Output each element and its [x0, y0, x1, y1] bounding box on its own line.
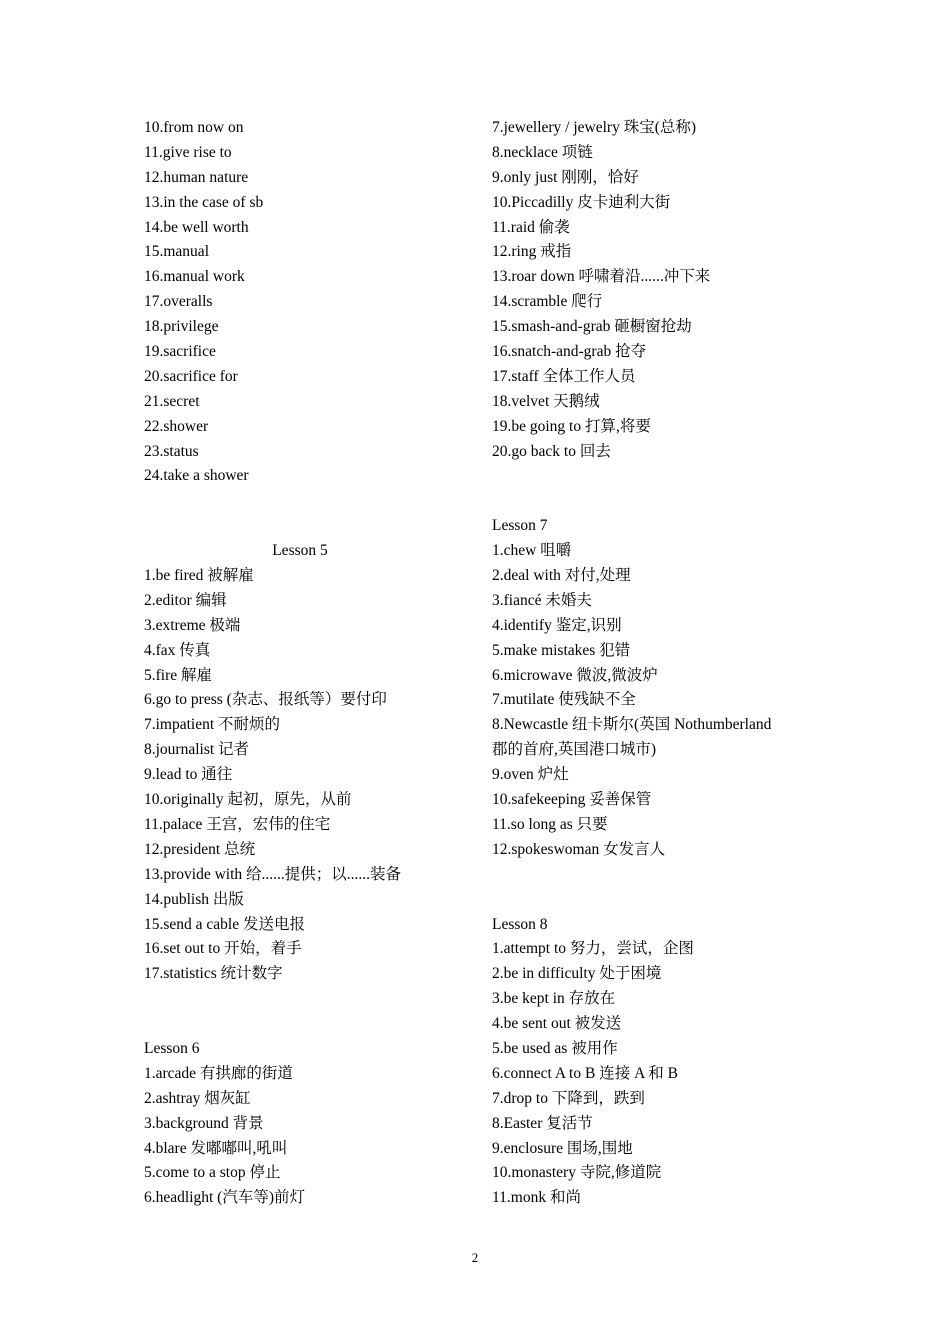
vocab-entry: 5.make mistakes 犯错	[492, 641, 631, 659]
vocab-entry: 13.provide with 给......提供；以......装备	[144, 865, 402, 883]
blank-line	[492, 464, 822, 489]
vocab-entry: 11.monk 和尚	[492, 1189, 581, 1207]
vocab-entry: 11.so long as 只要	[492, 815, 608, 833]
vocab-entry: 8.necklace 项链	[492, 143, 593, 161]
vocab-entry: 4.be sent out 被发送	[492, 1015, 622, 1033]
vocab-entry: 17.statistics 统计数字	[144, 965, 283, 983]
left-column	[144, 116, 444, 1211]
vocab-entry: 12.spokeswoman 女发言人	[492, 840, 666, 858]
lesson-heading: Lesson 7	[492, 517, 548, 535]
vocab-entry: 3.background 背景	[144, 1114, 264, 1132]
vocab-entry: 16.set out to 开始，着手	[144, 940, 302, 958]
vocab-entry: 1.attempt to 努力，尝试，企图	[492, 940, 694, 958]
vocab-entry: 15.manual	[144, 243, 209, 261]
vocab-entry: 2.deal with 对付,处理	[492, 567, 631, 585]
vocab-entry: 郡的首府,英国港口城市)	[492, 741, 657, 759]
vocab-entry: 6.microwave 微波,微波炉	[492, 666, 658, 684]
vocab-entry: 17.overalls	[144, 293, 213, 311]
vocab-entry: 2.be in difficulty 处于困境	[492, 965, 662, 983]
vocab-entry: 3.fiancé 未婚夫	[492, 591, 592, 609]
vocab-entry: 1.be fired 被解雇	[144, 567, 254, 585]
vocab-entry: 6.go to press (杂志、报纸等）要付印	[144, 691, 387, 709]
lesson-heading: Lesson 8	[492, 915, 548, 933]
vocab-entry: 19.be going to 打算,将要	[492, 417, 651, 435]
vocab-entry: 1.arcade 有拱廊的街道	[144, 1064, 293, 1082]
vocab-entry: 20.sacrifice for	[144, 367, 238, 385]
vocab-entry: 12.ring 戒指	[492, 243, 572, 261]
vocab-entry: 13.roar down 呼啸着沿......冲下来	[492, 268, 711, 286]
vocab-entry: 7.drop to 下降到，跌到	[492, 1089, 645, 1107]
vocab-entry: 3.be kept in 存放在	[492, 990, 616, 1008]
vocab-entry: 24.take a shower	[144, 467, 249, 485]
blank-line	[492, 888, 822, 913]
vocab-entry: 12.president 总统	[144, 840, 256, 858]
vocab-entry: 10.safekeeping 妥善保管	[492, 791, 652, 809]
vocab-entry: 10.monastery 寺院,修道院	[492, 1164, 662, 1182]
vocab-entry: 15.smash-and-grab 砸橱窗抢劫	[492, 318, 692, 336]
vocab-entry: 7.impatient 不耐烦的	[144, 716, 281, 734]
vocab-entry: 10.Piccadilly 皮卡迪利大街	[492, 193, 671, 211]
blank-line	[144, 514, 444, 539]
right-column	[492, 116, 822, 1211]
vocab-entry: 21.secret	[144, 392, 200, 410]
blank-line	[144, 1012, 444, 1037]
blank-line	[492, 489, 822, 514]
lesson-heading: Lesson 5	[272, 542, 328, 560]
vocab-entry: 12.human nature	[144, 168, 249, 186]
vocab-entry: 2.editor 编辑	[144, 591, 227, 609]
vocab-entry: 4.identify 鉴定,识别	[492, 616, 622, 634]
vocab-entry: 7.mutilate 使残缺不全	[492, 691, 636, 709]
blank-line	[492, 863, 822, 888]
vocab-entry: 11.palace 王宫，宏伟的住宅	[144, 815, 331, 833]
vocab-entry: 9.enclosure 围场,围地	[492, 1139, 633, 1157]
vocab-entry: 20.go back to 回去	[492, 442, 611, 460]
vocab-entry: 18.velvet 天鹅绒	[492, 392, 600, 410]
vocab-entry: 19.sacrifice	[144, 343, 216, 361]
vocab-entry: 9.lead to 通往	[144, 766, 233, 784]
vocab-entry: 14.be well worth	[144, 218, 249, 236]
vocab-entry: 23.status	[144, 442, 199, 460]
vocab-entry: 18.privilege	[144, 318, 219, 336]
vocab-entry: 17.staff 全体工作人员	[492, 367, 636, 385]
blank-line	[144, 489, 444, 514]
vocab-entry: 16.manual work	[144, 268, 245, 286]
vocab-entry: 8.Easter 复活节	[492, 1114, 593, 1132]
vocab-entry: 1.chew 咀嚼	[492, 542, 572, 560]
vocab-entry: 10.originally 起初，原先，从前	[144, 791, 352, 809]
vocab-entry: 13.in the case of sb	[144, 193, 264, 211]
vocab-entry: 11.give rise to	[144, 143, 232, 161]
vocab-entry: 8.journalist 记者	[144, 741, 250, 759]
vocab-entry: 4.blare 发嘟嘟叫,吼叫	[144, 1139, 288, 1157]
vocab-entry: 9.only just 刚刚，恰好	[492, 168, 639, 186]
vocab-entry: 15.send a cable 发送电报	[144, 915, 305, 933]
vocab-entry: 14.scramble 爬行	[492, 293, 603, 311]
vocab-entry: 11.raid 偷袭	[492, 218, 570, 236]
vocab-entry: 5.fire 解雇	[144, 666, 213, 684]
vocab-entry: 3.extreme 极端	[144, 616, 241, 634]
vocab-entry: 16.snatch-and-grab 抢夺	[492, 343, 647, 361]
vocab-entry: 22.shower	[144, 417, 209, 435]
vocab-entry: 14.publish 出版	[144, 890, 244, 908]
vocab-entry: 5.be used as 被用作	[492, 1039, 618, 1057]
vocab-entry: 4.fax 传真	[144, 641, 211, 659]
vocab-entry: 2.ashtray 烟灰缸	[144, 1089, 251, 1107]
vocab-entry: 6.connect A to B 连接 A 和 B	[492, 1064, 679, 1082]
vocab-entry: 6.headlight (汽车等)前灯	[144, 1189, 306, 1207]
vocab-entry: 8.Newcastle 纽卡斯尔(英国 Nothumberland	[492, 716, 772, 734]
page-number: 2	[471, 1250, 479, 1265]
vocab-entry: 9.oven 炉灶	[492, 766, 569, 784]
vocab-entry: 10.from now on	[144, 119, 244, 136]
vocab-entry: 7.jewellery / jewelry 珠宝(总称)	[492, 119, 697, 136]
blank-line	[144, 987, 444, 1012]
lesson-heading: Lesson 6	[144, 1039, 200, 1057]
vocab-entry: 5.come to a stop 停止	[144, 1164, 281, 1182]
